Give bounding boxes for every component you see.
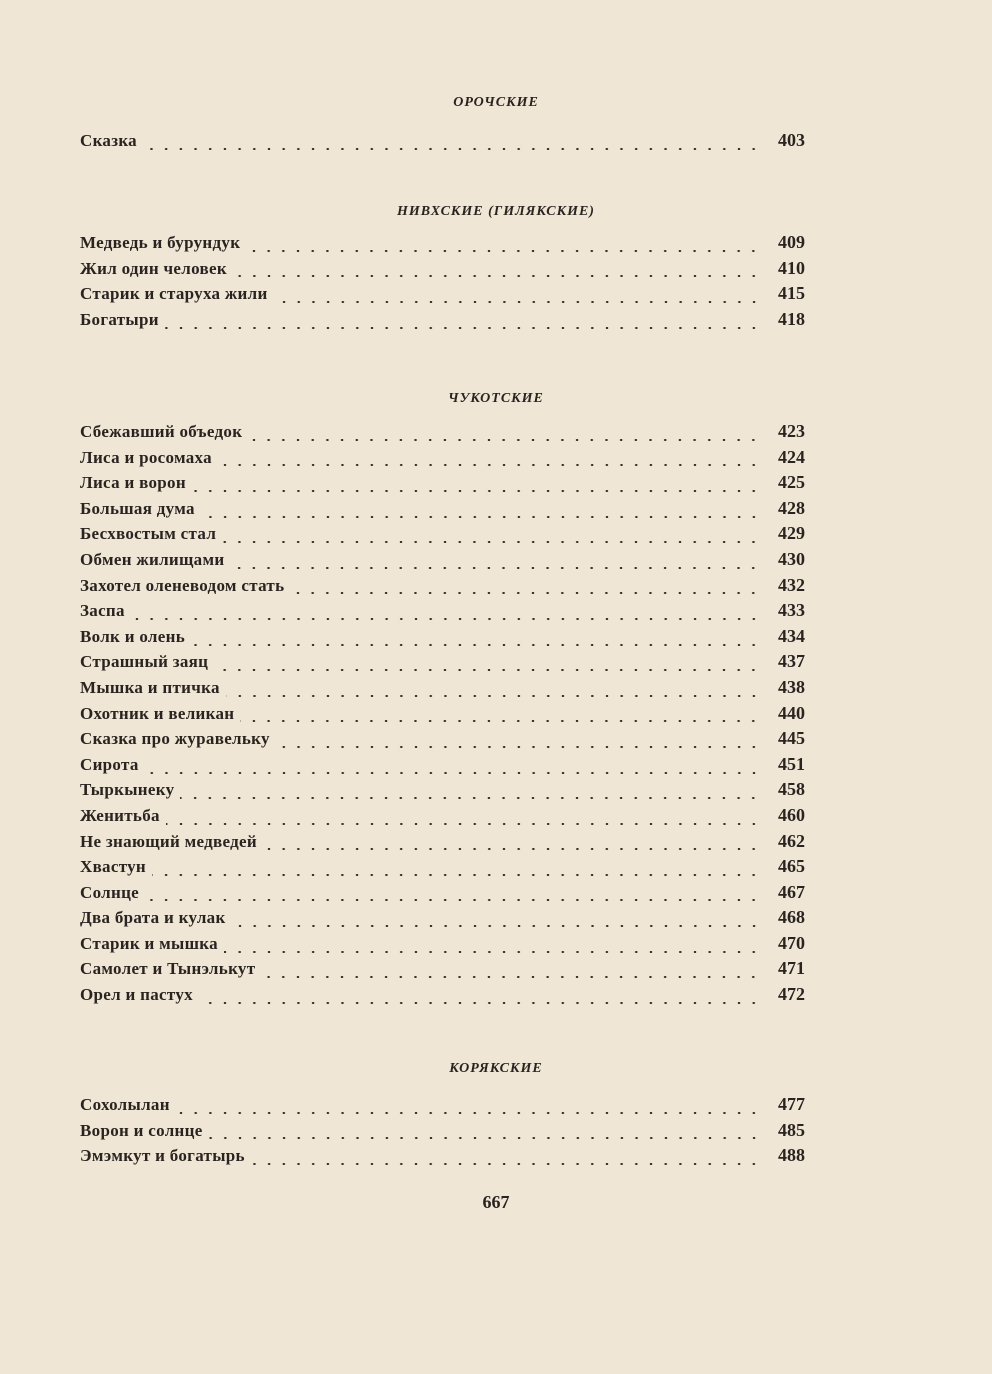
dot-leader (274, 301, 761, 303)
entry-page: 415 (778, 283, 805, 304)
dot-leader (233, 275, 761, 277)
entry-title: Заспа (80, 601, 125, 621)
toc-entry (80, 258, 805, 284)
entry-title: Мышка и птичка (80, 677, 220, 697)
entry-page: 451 (778, 753, 805, 774)
toc-entry (80, 626, 805, 652)
toc-entry (80, 703, 805, 729)
toc-entry (80, 677, 805, 703)
toc-entry (80, 1145, 805, 1171)
entry-title: Сирота (80, 754, 139, 774)
dot-leader (232, 925, 761, 927)
entry-page: 467 (778, 881, 805, 902)
entry-title: Эмэмкут и богатырь (80, 1146, 245, 1166)
toc-list-nivkh (80, 232, 805, 334)
dot-leader (218, 464, 761, 466)
toc-entry (80, 232, 805, 258)
entry-title: Волк и олень (80, 626, 185, 646)
toc-list-orochi (80, 130, 805, 156)
entry-title: Жил один человек (80, 258, 227, 278)
toc-list-chukchi (80, 421, 805, 1010)
dot-leader (145, 899, 761, 901)
entry-page: 458 (778, 779, 805, 800)
toc-entry (80, 283, 805, 309)
entry-page: 424 (778, 446, 805, 467)
entry-title: Самолет и Тынэлькут (80, 959, 256, 979)
entry-title: Орел и пастух (80, 985, 193, 1005)
toc-entry (80, 523, 805, 549)
entry-page: 440 (778, 702, 805, 723)
entry-title: Страшный заяц (80, 652, 209, 672)
section-heading: ЧУКОТСКИЕ (448, 391, 544, 406)
entry-page: 430 (778, 548, 805, 569)
entry-page: 471 (778, 958, 805, 979)
entry-title: Бесхвостым стал (80, 524, 217, 544)
entry-title: Солнце (80, 882, 140, 902)
entry-page: 434 (778, 625, 805, 646)
entry-page: 472 (778, 984, 805, 1005)
entry-page: 429 (778, 523, 805, 544)
toc-entry (80, 421, 805, 447)
entry-page: 432 (778, 574, 805, 595)
dot-leader (166, 823, 761, 825)
entry-title: Сбежавший объедок (80, 422, 243, 441)
toc-entry (80, 984, 805, 1010)
toc-entry (80, 549, 805, 575)
toc-entry (80, 907, 805, 933)
entry-page: 468 (778, 907, 805, 928)
entry-page: 409 (778, 232, 805, 252)
toc-entry (80, 728, 805, 754)
entry-page: 477 (778, 1094, 805, 1114)
dot-leader (251, 1163, 761, 1165)
entry-title: Медведь и бурундук (80, 233, 241, 252)
dot-leader (209, 1137, 761, 1139)
entry-page: 470 (778, 932, 805, 953)
dot-leader (131, 618, 761, 620)
dot-leader (226, 695, 761, 697)
toc-entry (80, 933, 805, 959)
dot-leader (230, 567, 761, 569)
entry-title: Старик и мышка (80, 933, 218, 953)
page-number: 667 (482, 1192, 510, 1212)
entry-title: Охотник и великан (80, 703, 235, 723)
entry-page: 433 (778, 600, 805, 621)
entry-title: Ворон и солнце (80, 1120, 203, 1140)
entry-title: Богатыри (80, 309, 159, 329)
entry-title: Не знающий медведей (80, 831, 257, 851)
dot-leader (165, 327, 761, 329)
toc-entry (80, 600, 805, 626)
dot-leader (248, 439, 761, 441)
toc-entry (80, 958, 805, 984)
toc-entry (80, 651, 805, 677)
entry-page: 460 (778, 804, 805, 825)
dot-leader (143, 148, 761, 150)
dot-leader (176, 1112, 761, 1114)
entry-title: Сказка (80, 131, 137, 150)
toc-entry (80, 447, 805, 473)
dot-leader (240, 720, 761, 722)
toc-entry (80, 805, 805, 831)
toc-entry (80, 130, 805, 156)
toc-entry (80, 309, 805, 335)
toc-entry (80, 856, 805, 882)
dot-leader (214, 669, 761, 671)
entry-page: 425 (778, 472, 805, 493)
toc-entry (80, 472, 805, 498)
entry-page: 437 (778, 651, 805, 672)
dot-leader (290, 592, 761, 594)
section-heading: НИВХСКИЕ (ГИЛЯКСКИЕ) (397, 204, 595, 219)
section-heading: КОРЯКСКИЕ (449, 1061, 543, 1076)
entry-page: 418 (778, 308, 805, 329)
entry-title: Тыркынеку (80, 780, 175, 800)
dot-leader (192, 490, 761, 492)
entry-title: Лиса и росомаха (80, 447, 212, 467)
toc-entry (80, 1094, 805, 1120)
entry-page: 403 (778, 130, 805, 150)
entry-title: Женитьба (80, 805, 160, 825)
entry-title: Обмен жилищами (80, 549, 225, 569)
entry-title: Хвастун (80, 857, 147, 877)
entry-title: Захотел оленеводом стать (80, 575, 285, 595)
dot-leader (246, 250, 761, 252)
toc-entry (80, 882, 805, 908)
entry-title: Лиса и ворон (80, 473, 186, 493)
entry-title: Сказка про журавельку (80, 729, 270, 749)
toc-entry (80, 1120, 805, 1146)
toc-entry (80, 498, 805, 524)
entry-page: 465 (778, 856, 805, 877)
entry-page: 438 (778, 676, 805, 697)
dot-leader (276, 746, 761, 748)
toc-entry (80, 754, 805, 780)
dot-leader (180, 797, 761, 799)
entry-page: 462 (778, 830, 805, 851)
toc-entry (80, 779, 805, 805)
toc-entry (80, 831, 805, 857)
toc-entry (80, 575, 805, 601)
entry-page: 445 (778, 728, 805, 749)
dot-leader (145, 772, 761, 774)
entry-page: 410 (778, 257, 805, 278)
entry-title: Большая дума (80, 498, 195, 518)
dot-leader (199, 1002, 761, 1004)
entry-page: 485 (778, 1119, 805, 1140)
dot-leader (224, 951, 761, 953)
entry-page: 428 (778, 497, 805, 518)
entry-page: 423 (778, 421, 805, 441)
entry-title: Сохолылан (80, 1095, 170, 1114)
toc-list-koryak (80, 1094, 805, 1171)
dot-leader (191, 644, 761, 646)
dot-leader (261, 976, 761, 978)
entry-title: Два брата и кулак (80, 908, 226, 928)
entry-title: Старик и старуха жили (80, 284, 268, 304)
dot-leader (152, 874, 761, 876)
dot-leader (222, 541, 761, 543)
dot-leader (201, 516, 761, 518)
entry-page: 488 (778, 1145, 805, 1166)
dot-leader (263, 848, 761, 850)
section-heading: ОРОЧСКИЕ (453, 95, 539, 110)
